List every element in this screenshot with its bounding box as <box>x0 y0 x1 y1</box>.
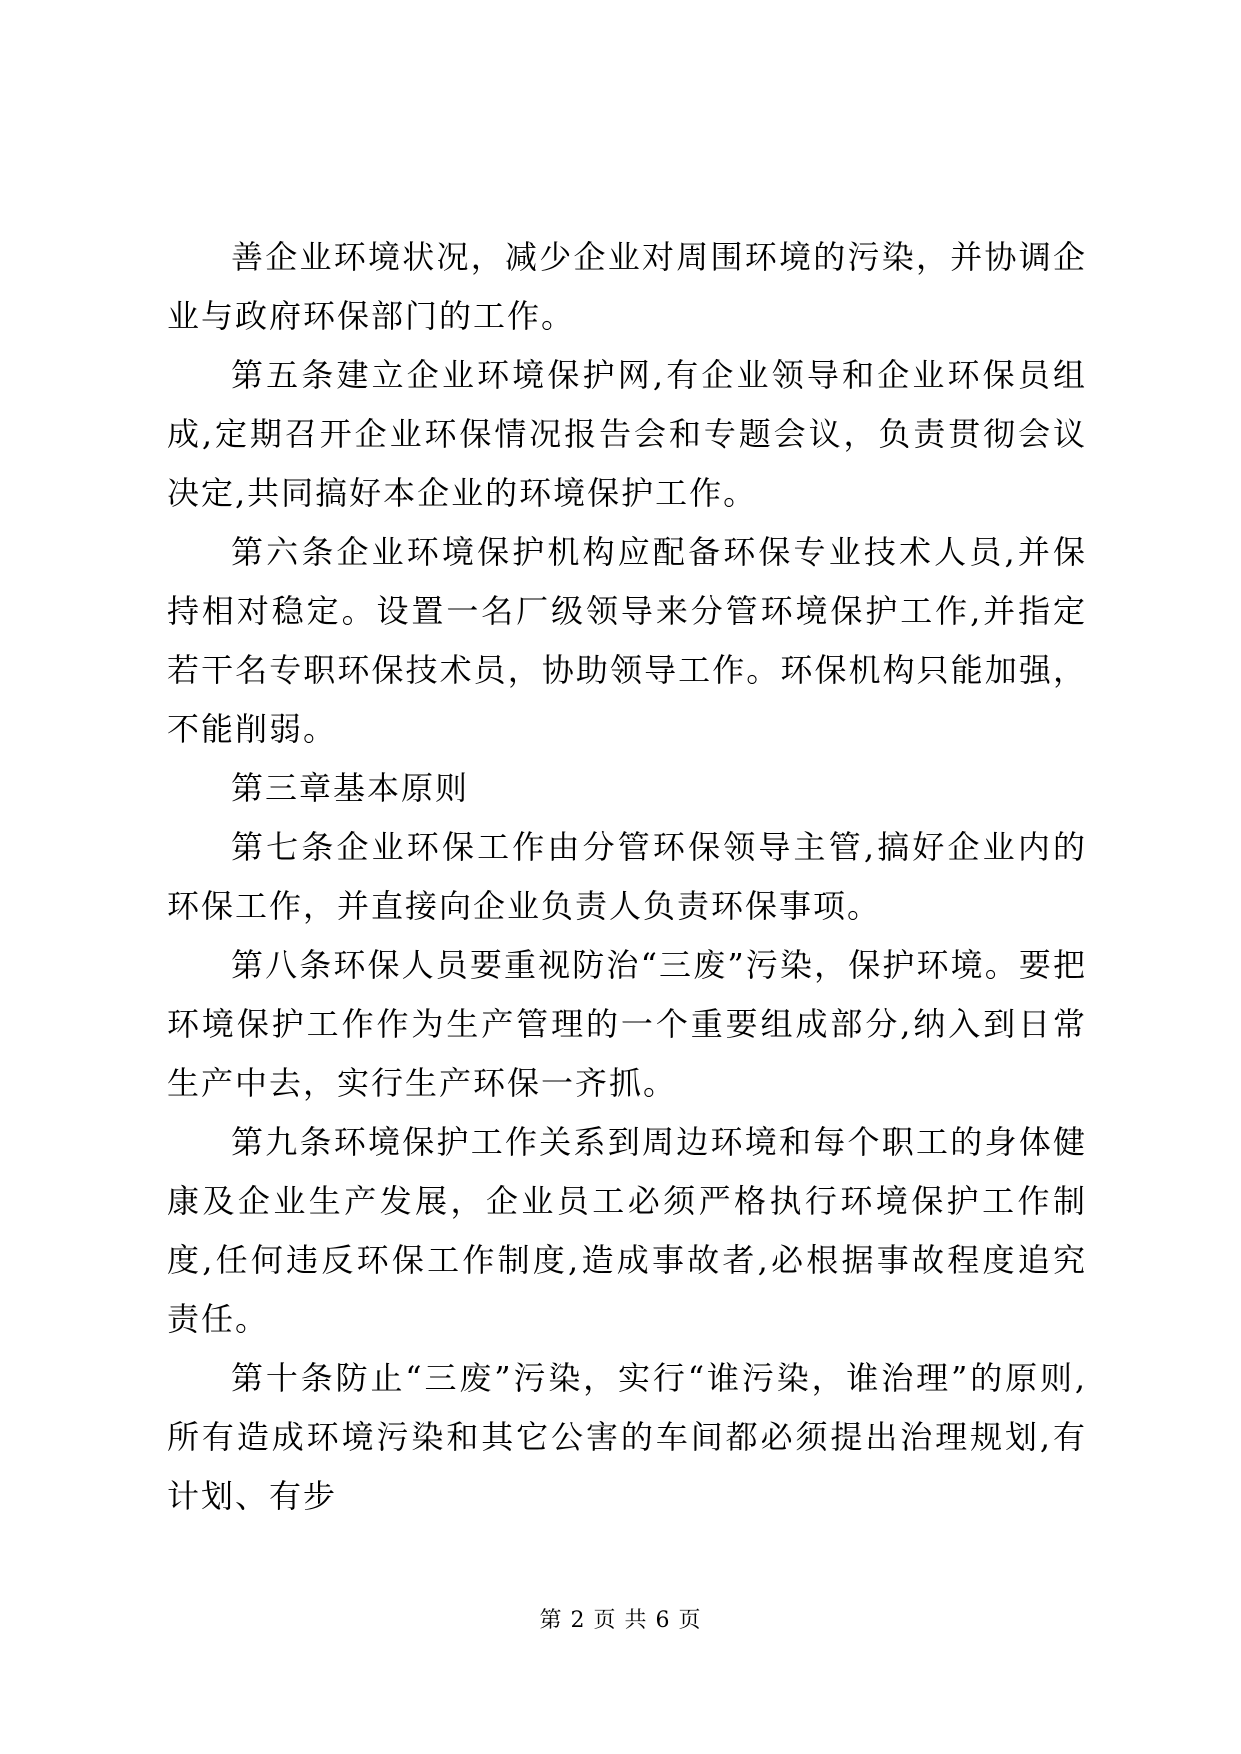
page-footer: 第 2 页 共 6 页 <box>539 1608 702 1633</box>
paragraph-5: 第八条环保人员要重视防治“三废”污染，保护环境。要把环境保护工作作为生产管理的一个重要组成部分,纳入到日常生产中去，实行生产环保一齐抓。 <box>167 946 1087 1102</box>
paragraph-3: 第六条企业环境保护机构应配备环保专业技术人员,并保持相对稳定。设置一名厂级领导来分管环境保护工作,并指定若干名专职环保技术员，协助领导工作。环保机构只能加强，不能削弱。 <box>167 533 1087 748</box>
paragraph-7: 第十条防止“三废”污染，实行“谁污染，谁治理”的原则,所有造成环境污染和其它公害的车间都必须提出治理规划,有计划、有步 <box>167 1359 1087 1515</box>
paragraph-4: 第七条企业环保工作由分管环保领导主管,搞好企业内的环保工作，并直接向企业负责人负责环保事项。 <box>167 828 1087 925</box>
paragraph-1: 善企业环境状况，减少企业对周围环境的污染，并协调企业与政府环保部门的工作。 <box>167 238 1087 335</box>
chapter-heading: 第三章基本原则 <box>231 769 470 807</box>
paragraph-2: 第五条建立企业环境保护网,有企业领导和企业环保员组成,定期召开企业环保情况报告会和专题会议，负责贯彻会议决定,共同搞好本企业的环境保护工作。 <box>167 356 1087 512</box>
document-body <box>167 228 1087 1526</box>
paragraph-6: 第九条环境保护工作关系到周边环境和每个职工的身体健康及企业生产发展，企业员工必须严格执行环境保护工作制度,任何违反环保工作制度,造成事故者,必根据事故程度追究责任。 <box>167 1123 1087 1338</box>
